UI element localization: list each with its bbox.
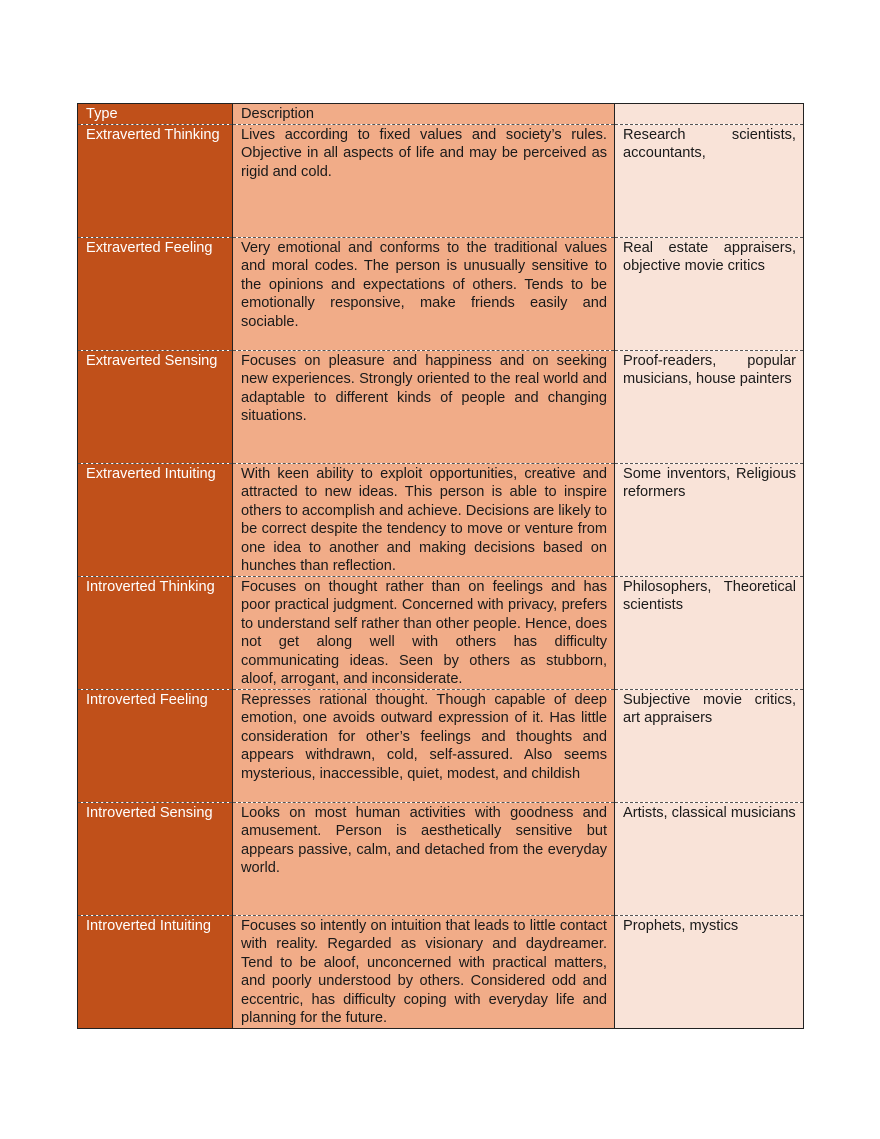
- table-row: [78, 803, 804, 916]
- type-cell: Introverted Sensing: [78, 803, 233, 916]
- header-description: Description: [233, 104, 615, 125]
- type-cell: Extraverted Sensing: [78, 351, 233, 464]
- occupations-cell: Proof-readers, popular musicians, house painters: [615, 351, 804, 464]
- type-cell: Extraverted Thinking: [78, 125, 233, 238]
- table-row: [78, 125, 804, 238]
- type-cell: Introverted Feeling: [78, 690, 233, 803]
- description-cell: Focuses so intently on intuition that leads to little contact with reality. Regarded as visionary and daydreamer. Tend to be aloof, unconcerned with practical matters, and poorly understood by others. Considered odd and eccentric, has difficulty coping with everyday life and planning for the future.: [233, 916, 615, 1029]
- header-occupations: [615, 104, 804, 125]
- table-row: [78, 238, 804, 351]
- description-cell: Very emotional and conforms to the traditional values and moral codes. The person is unusually sensitive to the opinions and expectations of others. Tends to be emotionally responsive, make friends easily and sociable.: [233, 238, 615, 351]
- header-type: Type: [78, 104, 233, 125]
- type-cell: Extraverted Feeling: [78, 238, 233, 351]
- occupations-cell: Prophets, mystics: [615, 916, 804, 1029]
- description-cell: Focuses on thought rather than on feelings and has poor practical judgment. Concerned with privacy, prefers to understand self rather than other people. Hence, does not get along well with others has difficulty communicating ideas. Seen by others as stubborn, aloof, arrogant, and inconsiderate.: [233, 577, 615, 690]
- table-header-row: [78, 104, 804, 125]
- description-cell: Lives according to fixed values and society’s rules. Objective in all aspects of life and may be perceived as rigid and cold.: [233, 125, 615, 238]
- occupations-cell: Subjective movie critics, art appraisers: [615, 690, 804, 803]
- occupations-cell: Real estate appraisers, objective movie critics: [615, 238, 804, 351]
- personality-types-table: [77, 103, 804, 1029]
- type-cell: Introverted Intuiting: [78, 916, 233, 1029]
- type-cell: Extraverted Intuiting: [78, 464, 233, 577]
- description-cell: With keen ability to exploit opportunities, creative and attracted to new ideas. This person is able to inspire others to accomplish and achieve. Decisions are likely to be correct despite the tendency to move or venture from one idea to another and making decisions based on hunches than reflection.: [233, 464, 615, 577]
- occupations-cell: Research scientists, accountants,: [615, 125, 804, 238]
- table-row: [78, 916, 804, 1029]
- table-row: [78, 577, 804, 690]
- table-row: [78, 351, 804, 464]
- description-cell: Represses rational thought. Though capable of deep emotion, one avoids outward expression of it. Has little consideration for other’s feelings and thoughts and appears withdrawn, cold, self-assured. Also seems mysterious, inaccessible, quiet, modest, and childish: [233, 690, 615, 803]
- table-row: [78, 464, 804, 577]
- description-cell: Looks on most human activities with goodness and amusement. Person is aesthetically sensitive but appears passive, calm, and detached from the everyday world.: [233, 803, 615, 916]
- occupations-cell: Artists, classical musicians: [615, 803, 804, 916]
- type-cell: Introverted Thinking: [78, 577, 233, 690]
- occupations-cell: Philosophers, Theoretical scientists: [615, 577, 804, 690]
- table-row: [78, 690, 804, 803]
- occupations-cell: Some inventors, Religious reformers: [615, 464, 804, 577]
- description-cell: Focuses on pleasure and happiness and on seeking new experiences. Strongly oriented to the real world and adaptable to different kinds of people and changing situations.: [233, 351, 615, 464]
